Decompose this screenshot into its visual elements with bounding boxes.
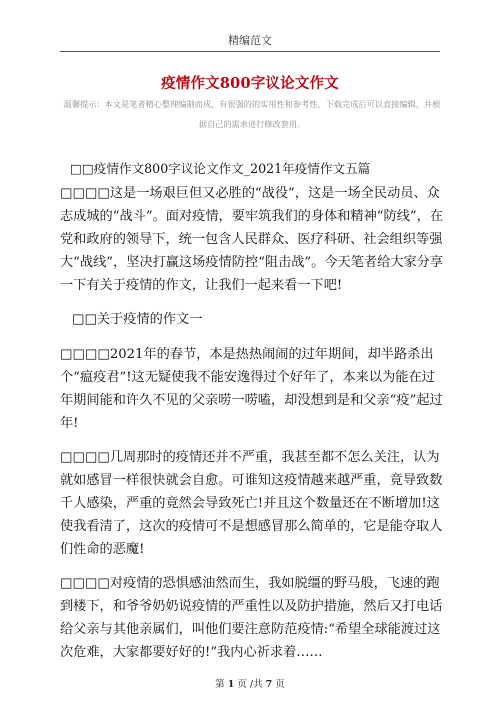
header-divider <box>60 51 440 52</box>
page-total: 7 <box>265 679 273 690</box>
paragraph-intro: □□□□这是一场艰巨但又必胜的“战役”，这是一场全民动员、众志成城的“战斗”。面对疫情，要牢筑我们的身体和精神“防线”，在党和政府的领导下，统一包含人民群众、医疗科研、社会组织等强大“战线”，坚决打赢这场疫情防控“阻击战”。今天笔者给大家分享一下有关于疫情的作文，让我们一起来看一下吧! <box>60 186 444 293</box>
notice-text: 温馨提示：本文是笔者精心整理编制而成，有很强的的实用性和参考性，下载完成后可以直接编辑，并根据自己的需求进行修改套用。 <box>63 99 441 129</box>
section-heading: □□关于疫情的作文一 <box>72 312 203 327</box>
paragraph: □□□□2021年的春节，本是热热闹闹的过年期间，却半路杀出个“瘟疫君”!这无疑使我不能安逸得过个好年了，本来以为能在过年期间能和许久不见的父亲唠一唠嗑，却没想到是和父亲“疫”起过年! <box>60 347 443 431</box>
page-suffix: 页 <box>275 679 285 690</box>
document-body <box>60 182 444 675</box>
page-prefix: 第 <box>215 679 225 690</box>
page-current: 1 <box>227 679 235 690</box>
page-mid: 页 /共 <box>237 679 263 690</box>
header-site-name: 精编范文 <box>228 34 272 47</box>
paragraph: □□□□几周那时的疫情还并不严重，我甚至都不怎么关注，认为就如感冒一样很快就会自愈。可谁知这疫情越来越严重，竟导致数千人感染，严重的竟然会导致死亡!并且这个数量还在不断增加!这使我看清了，这次的疫情可不是想感冒那么简单的，它是能夺取人们性命的恶魔! <box>60 450 443 557</box>
page-footer <box>0 676 500 690</box>
document-title: 疫情作文800字议论文作文 <box>161 75 339 92</box>
paragraph: □□□□对疫情的恐惧感油然而生，我如脱缰的野马般，飞速的跑到楼下，和爷爷奶奶说疫情的严重性以及防护措施，然后又打电话给父亲与其他亲属们，叫他们要注意防范疫情:“希望全球能渡过这次危难，大家都要好好的!”我内心祈求着…… <box>60 576 443 660</box>
document-subtitle: □□疫情作文800字议论文作文_2021年疫情作文五篇 <box>70 161 371 176</box>
